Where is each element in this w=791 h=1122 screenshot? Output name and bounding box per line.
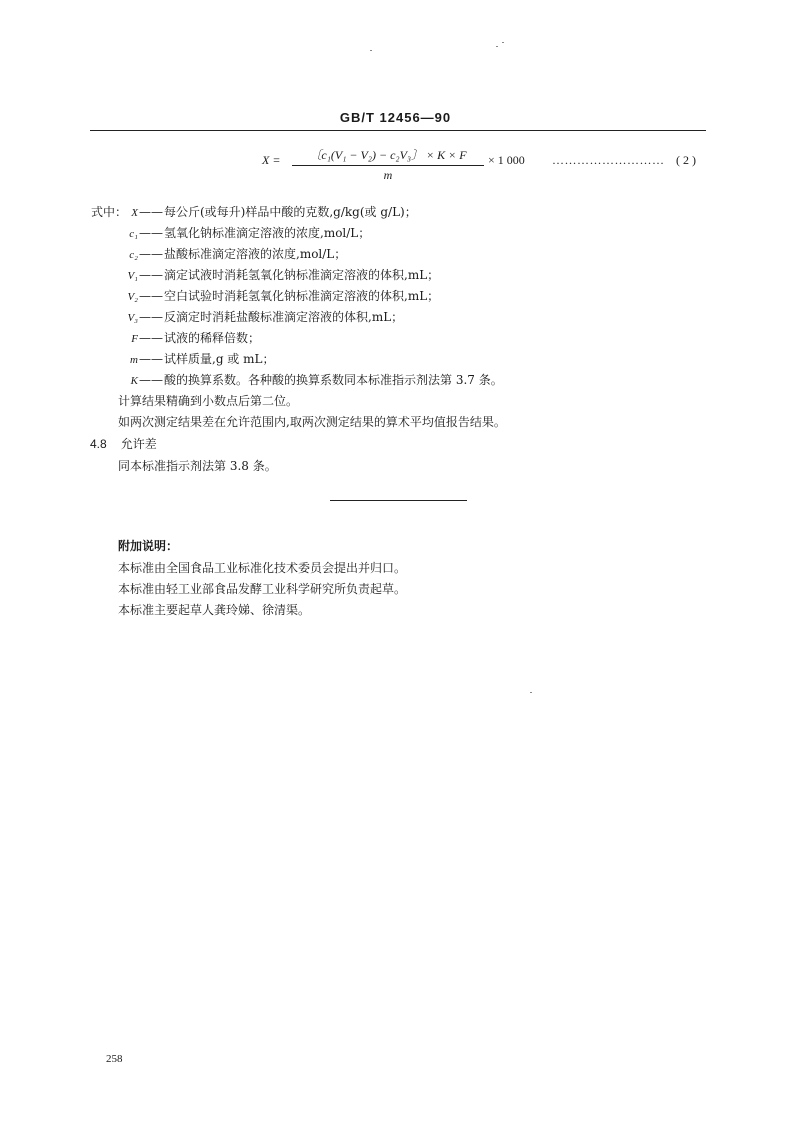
body-paragraph: 如两次测定结果差在允许范围内,取两次测定结果的算术平均值报告结果。 [118, 415, 506, 429]
definition-item [118, 203, 417, 220]
definition-dash: —— [139, 289, 163, 303]
definition-symbol: V₁ [127, 270, 138, 282]
section-body: 同本标准指示剂法第 3.8 条。 [118, 459, 277, 473]
definition-item [118, 308, 403, 325]
definition-dash: —— [139, 331, 163, 345]
definition-item [118, 287, 439, 304]
definition-text: 氢氧化钠标准滴定溶液的浓度,mol/L； [164, 226, 371, 240]
formula-leader-dots: ……………………… [552, 153, 665, 167]
end-rule [330, 500, 467, 501]
section-heading [90, 435, 157, 452]
definition-dash: —— [139, 310, 163, 324]
definition-dash: —— [139, 205, 163, 219]
note-line: 本标准由轻工业部食品发酵工业科学研究所负责起草。 [118, 582, 407, 596]
page-header: GB/T 12456—90 [339, 110, 452, 125]
definition-text: 酸的换算系数。各种酸的换算系数同本标准指示剂法第 3.7 条。 [164, 373, 503, 387]
definition-item [118, 329, 260, 346]
formula-fraction [292, 146, 484, 183]
section-title: 允许差 [120, 437, 157, 451]
definition-symbol: c₂ [129, 249, 138, 261]
scan-speck [502, 42, 504, 43]
formula-multiplier: × 1 000 [488, 153, 525, 167]
definition-item [118, 350, 274, 367]
formula-numerator: 〔c₁(V₁ − V₂) − c₂V₃〕 × K × F [292, 146, 484, 166]
definition-text: 盐酸标准滴定溶液的浓度,mol/L； [164, 247, 347, 261]
section-number: 4.8 [90, 437, 107, 451]
definition-symbol: V₂ [127, 291, 138, 303]
definition-item [118, 224, 370, 241]
scan-speck [496, 46, 498, 47]
definition-symbol: X [131, 207, 138, 219]
definition-symbol: c₁ [129, 228, 138, 240]
definition-text: 试液的稀释倍数； [164, 331, 261, 345]
formula-lhs: X = [262, 153, 281, 167]
definition-text: 空白试验时消耗氢氧化钠标准滴定溶液的体积,mL； [164, 289, 440, 303]
note-line: 本标准主要起草人龚玲娣、徐清渠。 [118, 603, 311, 617]
formula-2 [0, 146, 791, 186]
note-line: 本标准由全国食品工业标准化技术委员会提出并归口。 [118, 561, 407, 575]
definition-symbol: K [130, 375, 138, 387]
notes-title: 附加说明： [118, 539, 179, 553]
definition-dash: —— [139, 352, 163, 366]
definition-item [118, 245, 346, 262]
definition-text: 滴定试液时消耗氢氧化钠标准滴定溶液的体积,mL； [164, 268, 440, 282]
definition-text: 每公斤(或每升)样品中酸的克数,g/kg(或 g/L)； [164, 205, 417, 219]
scan-speck [370, 50, 372, 51]
definition-item [118, 371, 503, 388]
definition-text: 反滴定时消耗盐酸标准滴定溶液的体积,mL； [164, 310, 404, 324]
definition-symbol: V₃ [127, 312, 138, 324]
definition-symbol: m [130, 354, 138, 366]
definition-dash: —— [139, 226, 163, 240]
definition-symbol: F [131, 333, 138, 345]
definition-text: 试样质量,g 或 mL； [164, 352, 275, 366]
definition-dash: —— [139, 247, 163, 261]
page-number: 258 [106, 1053, 123, 1065]
definition-dash: —— [139, 268, 163, 282]
equation-number: ( 2 ) [676, 153, 696, 167]
formula-denominator: m [383, 168, 393, 182]
definition-dash: —— [139, 373, 163, 387]
header-rule [90, 130, 706, 131]
scan-speck [530, 692, 532, 693]
where-label: 式中： [91, 205, 128, 219]
body-paragraph: 计算结果精确到小数点后第二位。 [118, 394, 299, 408]
definition-item [118, 266, 439, 283]
